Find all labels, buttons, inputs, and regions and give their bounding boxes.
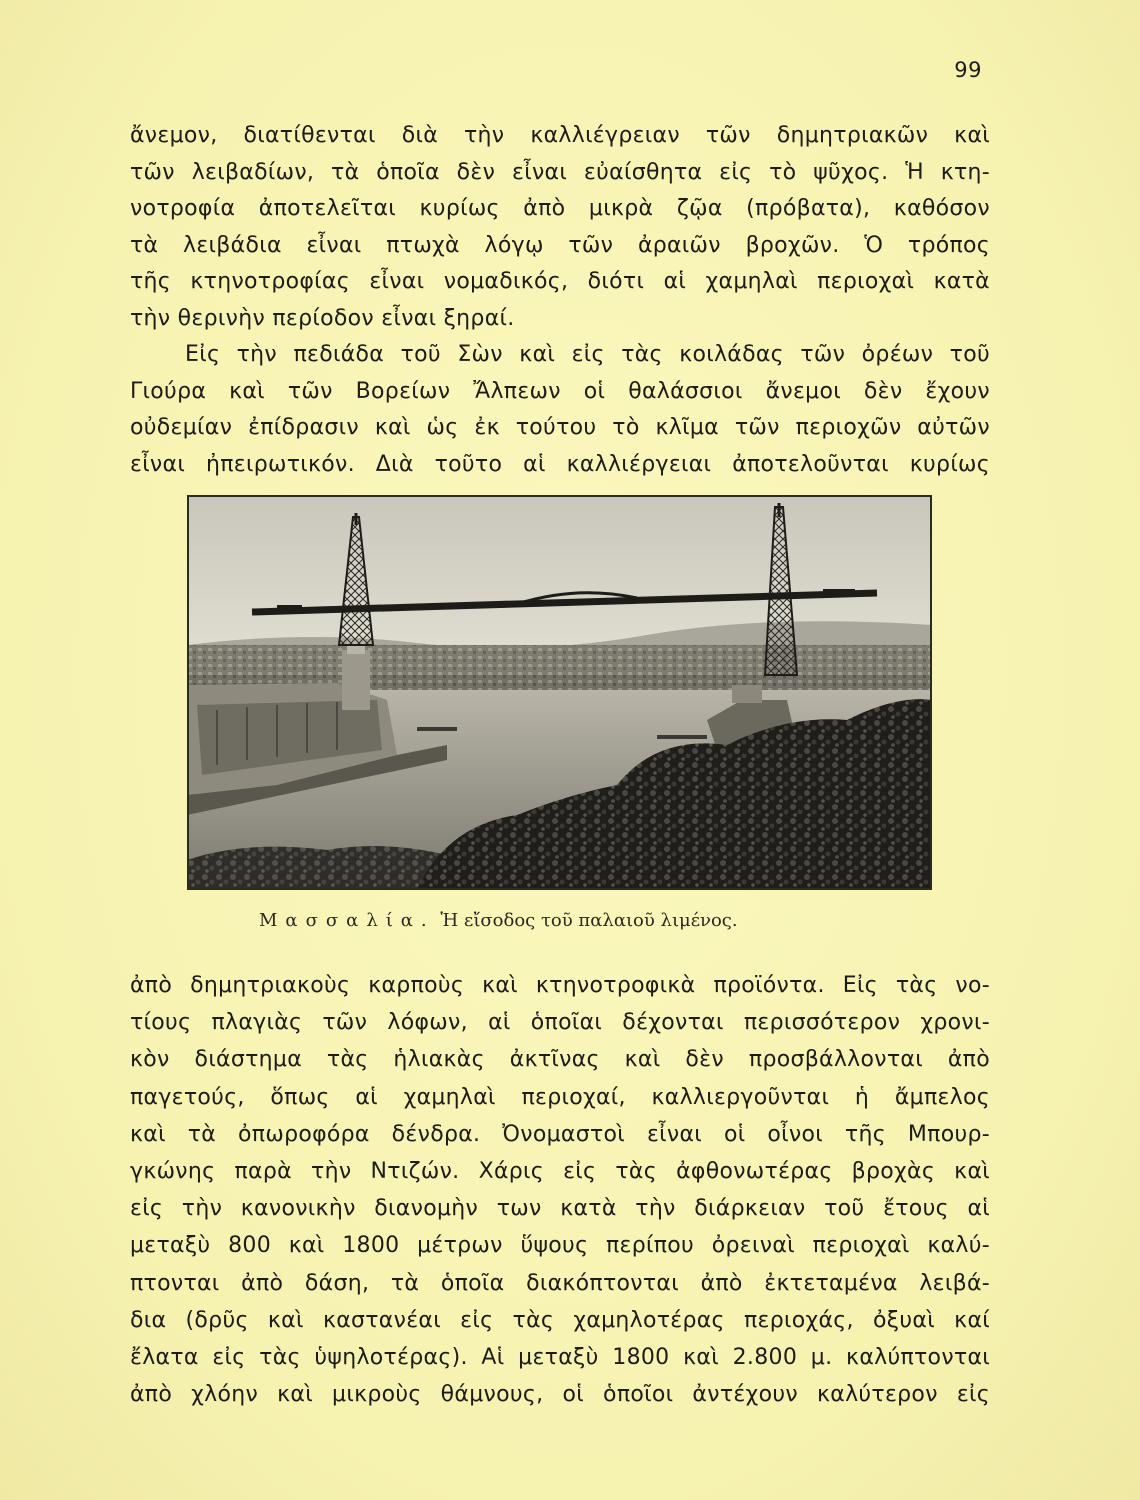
text-line: τὰ λειβάδια εἶναι πτωχὰ λόγῳ τῶν ἀραιῶν βροχῶν. Ὁ τρόπος [130, 232, 990, 258]
text-line: τίους πλαγιὰς τῶν λόφων, αἱ ὁποῖαι δέχονται περισσότερον χρονι- [130, 1010, 990, 1036]
text-line: μεταξὺ 800 καὶ 1800 μέτρων ὕψους περίπου ὀρειναὶ περιοχαὶ καλύ- [130, 1233, 990, 1259]
text-line: Γιούρα καὶ τῶν Βορείων Ἄλπεων οἱ θαλάσσιοι ἄνεμοι δὲν ἔχουν [130, 378, 990, 404]
caption-text: Ἡ εἴσοδος τοῦ παλαιοῦ λιμένος. [440, 910, 738, 931]
paragraph-bottom [130, 967, 990, 1413]
text-line: νοτροφία ἀποτελεῖται κυρίως ἀπὸ μικρὰ ζῷα (πρόβατα), καθόσον [130, 196, 990, 221]
harbor-photograph [187, 495, 932, 890]
text-line: Εἰς τὴν πεδιάδα τοῦ Σὼν καὶ εἰς τὰς κοιλάδας τῶν ὀρέων τοῦ [185, 342, 990, 367]
text-line: δια (δρῦς καὶ καστανέαι εἰς τὰς χαμηλοτέρας περιοχάς, ὀξυαὶ καί [130, 1307, 990, 1333]
caption-place: Μασσαλία. [259, 910, 435, 931]
text-line: εἰς τὴν κανονικὴν διανομὴν των κατὰ τὴν διάρκειαν τοῦ ἔτους αἱ [130, 1196, 990, 1222]
page-number: 99 [954, 58, 982, 82]
text-line: πτονται ἀπὸ δάση, τὰ ὁποῖα διακόπτονται ἀπὸ ἐκτεταμένα λειβά- [130, 1270, 990, 1296]
figure-caption [259, 910, 738, 931]
text-line: ἔλατα εἰς τὰς ὑψηλοτέρας). Αἱ μεταξὺ 1800 καὶ 2.800 μ. καλύπτονται [130, 1344, 990, 1370]
text-line: ἀπὸ χλόην καὶ μικροὺς θάμνους, οἱ ὁποῖοι ἀντέχουν καλύτερον εἰς [130, 1382, 990, 1408]
harbor-photo-illustration [187, 495, 932, 890]
text-line: γκώνης παρὰ τὴν Ντιζών. Χάρις εἰς τὰς ἀφθονωτέρας βροχὰς καὶ [130, 1158, 990, 1184]
paragraph-top [130, 118, 990, 483]
text-line: τὴν θερινὴν περίοδον εἶναι ξηραί. [130, 305, 515, 331]
text-line: τῆς κτηνοτροφίας εἶναι νομαδικός, διότι αἱ χαμηλαὶ περιοχαὶ κατὰ [130, 269, 990, 294]
text-line: εἶναι ἠπειρωτικόν. Διὰ τοῦτο αἱ καλλιέργειαι ἀποτελοῦνται κυρίως [130, 451, 990, 477]
text-line: παγετούς, ὅπως αἱ χαμηλαὶ περιοχαί, καλλιεργοῦνται ἡ ἄμπελος [130, 1084, 990, 1110]
text-line: ἄνεμον, διατίθενται διὰ τὴν καλλιέγρειαν τῶν δημητριακῶν καὶ [130, 123, 990, 148]
text-line: οὐδεμίαν ἐπίδρασιν καὶ ὡς ἐκ τούτου τὸ κλῖμα τῶν περιοχῶν αὐτῶν [130, 415, 990, 440]
text-line: τῶν λειβαδίων, τὰ ὁποῖα δὲν εἶναι εὐαίσθητα εἰς τὸ ψῦχος. Ἡ κτη- [130, 159, 990, 185]
text-line: ἀπὸ δημητριακοὺς καρποὺς καὶ κτηνοτροφικὰ προϊόντα. Εἰς τὰς νο- [130, 973, 990, 998]
text-line: κὸν διάστημα τὰς ἡλιακὰς ἀκτῖνας καὶ δὲν προσβάλλονται ἀπὸ [130, 1047, 990, 1073]
text-line: καὶ τὰ ὀπωροφόρα δένδρα. Ὀνομαστοὶ εἶναι οἱ οἶνοι τῆς Μπουρ- [130, 1121, 990, 1147]
